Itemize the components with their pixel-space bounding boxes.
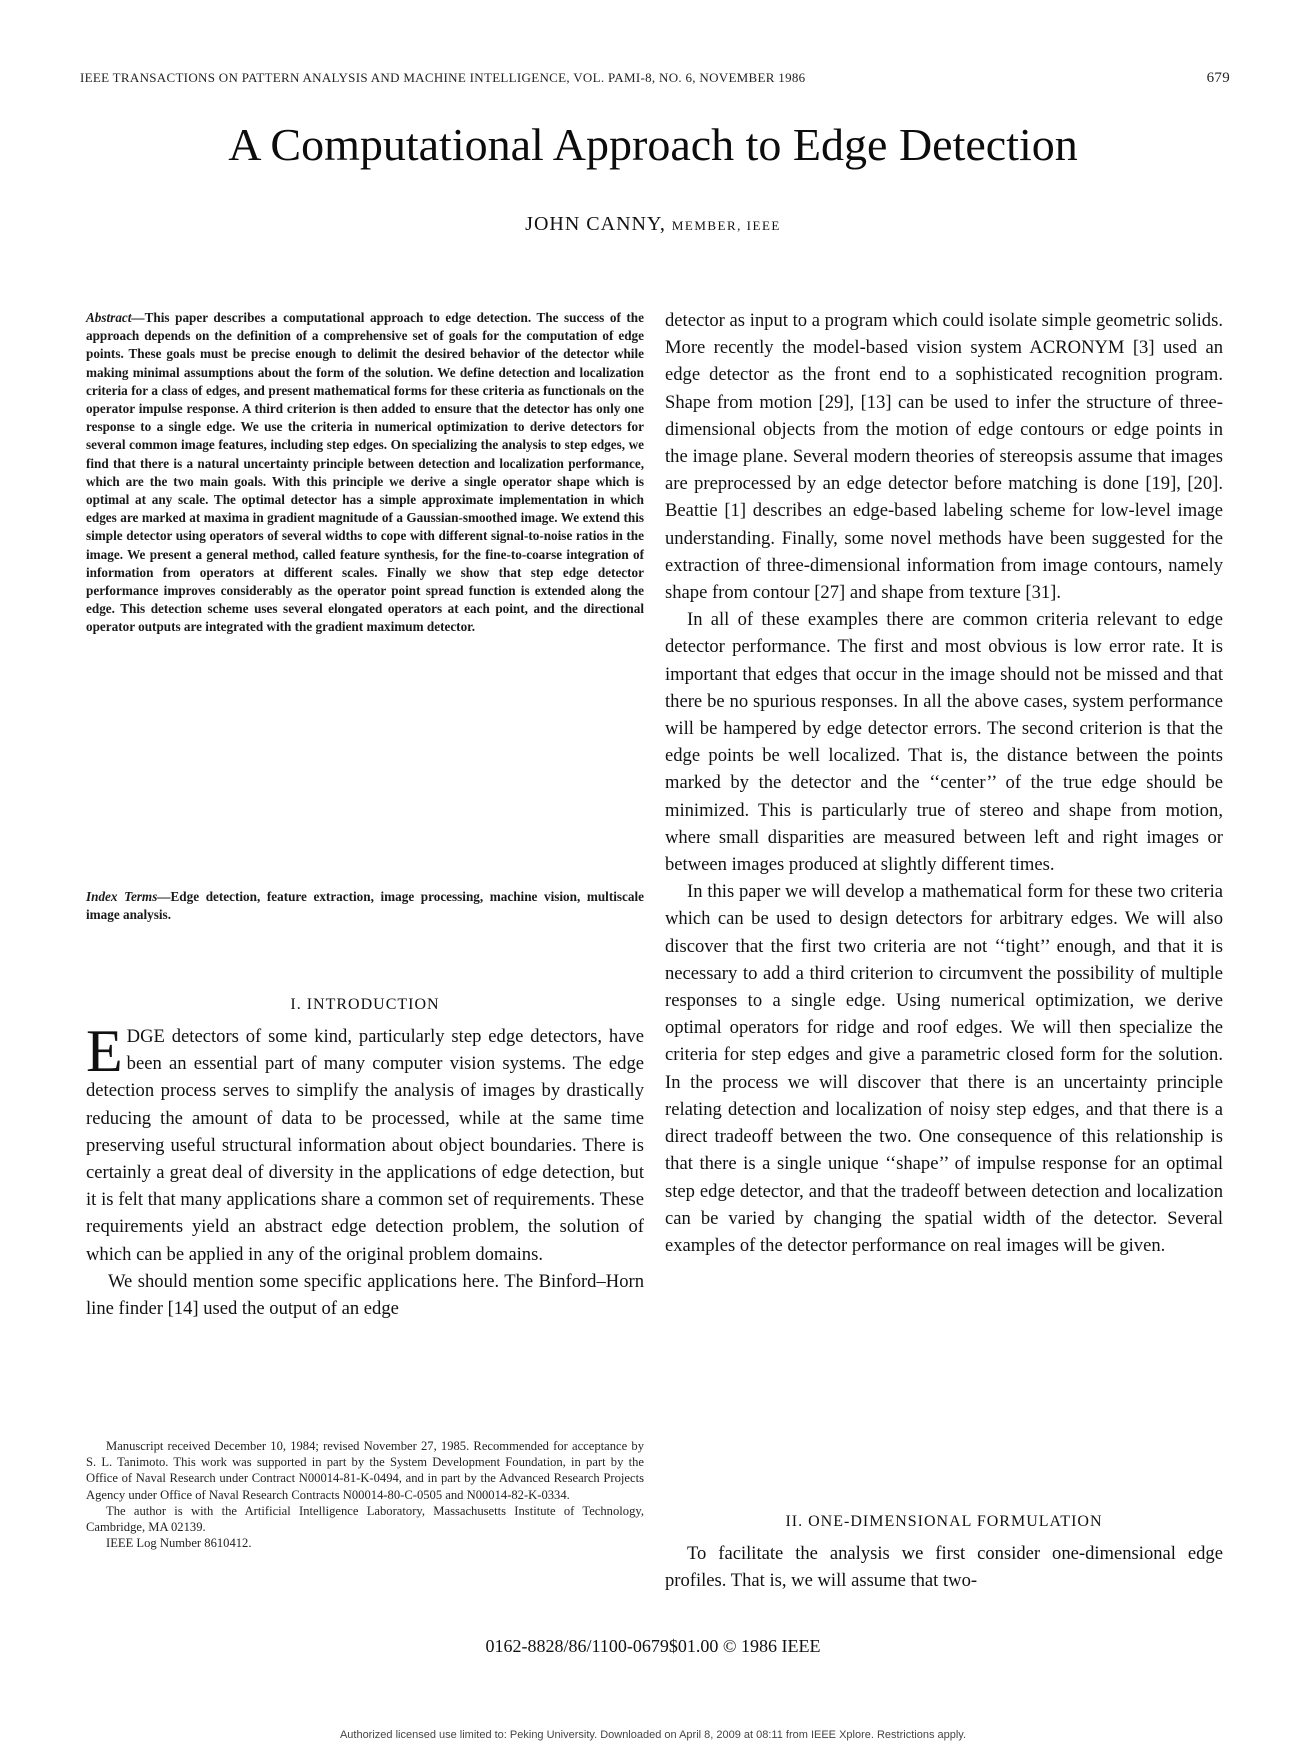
- body-paragraph: To facilitate the analysis we first consider one-dimensional edge profiles. That is, we will assume that two-: [665, 1543, 1223, 1592]
- index-terms: [86, 888, 644, 924]
- license-notice: Authorized licensed use limited to: Peking University. Downloaded on April 8, 2009 at 08:11 from IEEE Xplore. Restrictions apply.: [339, 1729, 967, 1741]
- page-number: 679: [1206, 70, 1230, 86]
- index-terms-label: Index Terms—: [86, 889, 171, 904]
- paper-title: A Computational Approach to Edge Detection: [228, 119, 1078, 170]
- drop-cap: E: [86, 1018, 123, 1084]
- section2-body: [665, 1540, 1223, 1594]
- section-heading-introduction: I. INTRODUCTION: [290, 996, 440, 1013]
- author-line: [0, 213, 1306, 236]
- intro-paragraph: We should mention some specific applications here. The Binford–Horn line finder [14] used the output of an edge: [86, 1270, 644, 1320]
- abstract-text: This paper describes a computational approach to edge detection. The success of the approach depends on the definition of a comprehensive set of goals for the computation of edge points. These goals must be precise enough to delimit the desired behavior of the detector while making minimal assumptions about the form of the solution. We define detection and localization criteria for a class of edges, and present mathematical forms for these criteria as functionals on the operator impulse response. A third criterion is then added to ensure that the detector has only one response to a single edge. We use the criteria in numerical optimization to derive detectors for several common image features, including step edges. On specializing the analysis to step edges, we find that there is a natural uncertainty principle between detection and localization performance, which are the two main goals. With this principle we derive a single operator shape which is optimal at any scale. The optimal detector has a simple approximate implementation in which edges are marked at maxima in gradient magnitude of a Gaussian-smoothed image. We extend this simple detector using operators of several widths to cope with different signal-to-noise ratios in the image. We present a general method, called feature synthesis, for the fine-to-coarse integration of information from operators at different scales. Finally we show that step edge detector performance improves considerably as the operator point spread function is extended along the edge. This detection scheme uses several elongated operators at each point, and the directional operator outputs are integrated with the gradient maximum detector.: [86, 310, 644, 635]
- intro-paragraph: EDGE detectors of some kind, particularly step edge detectors, have been an essential part of many computer vision systems. The edge detection process serves to simplify the analysis of images by drastically reducing the amount of data to be processed, while at the same time preserving useful structural information about object boundaries. There is certainly a great deal of diversity in the applications of edge detection, but it is felt that many applications share a common set of requirements. These requirements yield an abstract edge detection problem, the solution of which can be applied in any of the original problem domains.: [86, 1018, 644, 1265]
- author-name: JOHN CANNY,: [525, 213, 666, 235]
- abstract: [86, 309, 644, 637]
- body-paragraph: In all of these examples there are common criteria relevant to edge detector performance. The first and most obvious is low error rate. It is important that edges that occur in the image should not be missed and that there be no spurious responses. In all the above cases, system performance will be hampered by edge detector errors. The second criterion is that the edge points be well localized. That is, the distance between the points marked by the detector and the ‘‘center’’ of the true edge should be minimized. This is particularly true of stereo and shape from motion, where small disparities are measured between left and right images or between images produced at slightly different times.: [665, 609, 1223, 876]
- footnote-log-number: IEEE Log Number 8610412.: [106, 1536, 252, 1551]
- body-paragraph: detector as input to a program which could isolate simple geometric solids. More recently the model-based vision system ACRONYM [3] used an edge detector as the front end to a sophisticated recognition program. Shape from motion [29], [13] can be used to infer the structure of three-dimensional objects from the motion of edge contours or edge points in the image plane. Several modern theories of stereopsis assume that images are preprocessed by an edge detector before matching is done [19], [20]. Beattie [1] describes an edge-based labeling scheme for low-level image understanding. Finally, some novel methods have been suggested for the extraction of three-dimensional information from image contours, namely shape from contour [27] and shape from texture [31].: [665, 310, 1223, 604]
- abstract-label: Abstract—: [86, 310, 145, 325]
- footnote-manuscript: Manuscript received December 10, 1984; revised November 27, 1985. Recommended for acceptance by S. L. Tanimoto. This work was supported in part by the System Development Foundation, in part by the Office of Naval Research under Contract N00014-81-K-0494, and in part by the Advanced Research Projects Agency under Office of Naval Research Contracts N00014-80-C-0505 and N00014-82-K-0334.: [86, 1439, 644, 1502]
- footnote-affiliation: The author is with the Artificial Intelligence Laboratory, Massachusetts Institute of Technology, Cambridge, MA 02139.: [86, 1503, 644, 1535]
- index-terms-text: Edge detection, feature extraction, image processing, machine vision, multiscale image analysis.: [86, 889, 644, 923]
- footnote: [86, 1438, 644, 1551]
- journal-citation: IEEE TRANSACTIONS ON PATTERN ANALYSIS AND MACHINE INTELLIGENCE, VOL. PAMI-8, NO. 6, NOVEMBER 1986: [80, 70, 806, 85]
- body-paragraph: In this paper we will develop a mathematical form for these two criteria which can be used to design detectors for arbitrary edges. We will also discover that the first two criteria are not ‘‘tight’’ enough, and that it is necessary to add a third criterion to circumvent the possibility of multiple responses to a single edge. Using numerical optimization, we derive optimal operators for ridge and roof edges. We will then specialize the criteria for step edges and give a parametric closed form for the solution. In the process we will discover that there is an uncertainty principle relating detection and localization of noisy step edges, and that there is a direct tradeoff between the two. One consequence of this relationship is that there is a single unique ‘‘shape’’ of impulse response for an optimal step edge detector, and that the tradeoff between detection and localization can be varied by changing the spatial width of the detector. Several examples of the detector performance on real images will be given.: [665, 881, 1223, 1256]
- introduction-body: [86, 1018, 644, 1322]
- right-column-body: [665, 307, 1223, 1259]
- section-heading-one-dimensional: II. ONE-DIMENSIONAL FORMULATION: [785, 1513, 1103, 1530]
- author-membership: MEMBER, IEEE: [671, 218, 781, 233]
- copyright-line: 0162-8828/86/1100-0679$01.00 © 1986 IEEE: [485, 1636, 821, 1656]
